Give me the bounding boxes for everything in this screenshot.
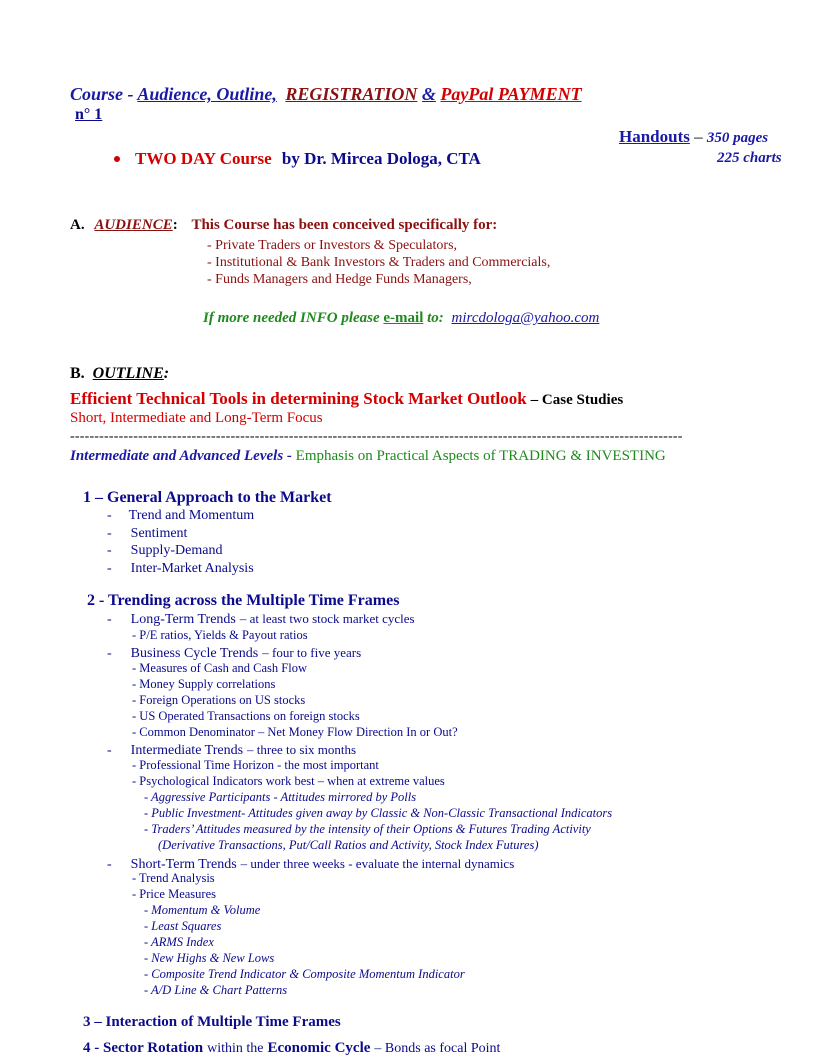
section-1-title: 1 – General Approach to the Market: [83, 489, 332, 506]
course-title: [70, 84, 582, 105]
list-item: - Supply-Demand: [107, 543, 223, 558]
sub-item: - US Operated Transactions on foreign stocks: [132, 709, 360, 723]
audience-outline-link[interactable]: Audience, Outline,: [137, 84, 277, 104]
divider: ------------------------------------------------------------------------------------------------------------------------------: [70, 429, 683, 444]
section-4-title-b: Economic Cycle: [267, 1040, 371, 1056]
course-prefix: Course -: [70, 84, 138, 104]
levels-blue: Intermediate and Advanced Levels -: [70, 448, 292, 464]
two-day-line: [135, 149, 481, 169]
italic-sub-item: - New Highs & New Lows: [144, 951, 275, 965]
outline-title-black: – Case Studies: [530, 392, 624, 408]
italic-sub-item: - Traders’ Attitudes measured by the intensity of their Options & Futures Trading Activity: [144, 822, 591, 836]
outline-subtitle: Short, Intermediate and Long-Term Focus: [70, 410, 323, 426]
long-term-line: - Long-Term Trends – at least two stock market cycles: [107, 611, 415, 627]
italic-sub-item: - Aggressive Participants - Attitudes mirrored by Polls: [144, 790, 417, 804]
list-item: - Sentiment: [107, 526, 188, 541]
registration-link[interactable]: REGISTRATION: [285, 84, 418, 104]
paypal-link[interactable]: PayPal PAYMENT: [440, 84, 582, 104]
section-3-title: 3 – Interaction of Multiple Time Frames: [83, 1014, 341, 1030]
outline-main-title: [70, 389, 623, 409]
business-line: - Business Cycle Trends – four to five years: [107, 645, 362, 661]
section-2-title: 2 - Trending across the Multiple Time Frames: [87, 592, 400, 609]
list-item: - Inter-Market Analysis: [107, 561, 254, 576]
list-item-text: Supply-Demand: [130, 543, 223, 558]
short-term-note: – under three weeks - evaluate the internal dynamics: [240, 856, 515, 871]
audience-item: - Private Traders or Investors & Speculators,: [207, 238, 458, 253]
outline-title: OUTLINE: [92, 365, 164, 382]
sub-item: - Psychological Indicators work best – when at extreme values: [132, 774, 445, 788]
list-item-text: Trend and Momentum: [128, 508, 255, 523]
italic-sub-item: - ARMS Index: [144, 935, 214, 949]
italic-sub-item: - Composite Trend Indicator & Composite Momentum Indicator: [144, 967, 465, 981]
business-note: – four to five years: [262, 645, 362, 660]
sub-item: - Professional Time Horizon - the most important: [132, 758, 379, 772]
section-4-title: [83, 1039, 500, 1057]
list-item-text: Inter-Market Analysis: [130, 561, 254, 576]
course-number: n° 1: [75, 106, 103, 123]
outline-colon: :: [163, 365, 170, 382]
sub-item: - Money Supply correlations: [132, 677, 276, 691]
amp-sign: &: [421, 84, 436, 104]
bullet-icon: [114, 156, 120, 162]
list-item-text: Sentiment: [130, 526, 188, 541]
levels-green: Emphasis on Practical Aspects of TRADING & INVESTING: [295, 448, 666, 464]
long-term-label: Long-Term Trends: [130, 612, 236, 627]
italic-sub-item: - Least Squares: [144, 919, 222, 933]
long-term-note: – at least two stock market cycles: [239, 611, 415, 626]
section-4-note: – Bonds as focal Point: [374, 1041, 501, 1056]
outline-letter: B.: [70, 365, 85, 382]
audience-intro: This Course has been conceived specifically for:: [191, 217, 498, 233]
sub-item: - Trend Analysis: [132, 871, 215, 885]
audience-title: AUDIENCE: [94, 217, 173, 233]
audience-item: - Funds Managers and Hedge Funds Managers,: [207, 272, 472, 287]
handouts-link[interactable]: Handouts: [619, 127, 690, 146]
sub-item: - Foreign Operations on US stocks: [132, 693, 306, 707]
outline-heading: [70, 365, 169, 383]
intermediate-label: Intermediate Trends: [130, 743, 244, 758]
audience-colon: :: [172, 217, 178, 233]
handouts-dash: –: [694, 127, 703, 146]
section-4-title-a: 4 - Sector Rotation: [83, 1040, 204, 1056]
intermediate-note: – three to six months: [247, 742, 357, 757]
info-text: If more needed INFO please: [203, 310, 380, 326]
handouts-pages: 350 pages: [706, 130, 769, 146]
section-4-within: within the: [207, 1041, 264, 1056]
list-item: - Trend and Momentum: [107, 508, 255, 523]
author: by Dr. Mircea Dologa, CTA: [281, 149, 481, 168]
email-address-link[interactable]: mircdologa@yahoo.com: [451, 310, 600, 326]
audience-heading: [70, 217, 497, 234]
italic-sub-item: - Momentum & Volume: [144, 903, 261, 917]
business-label: Business Cycle Trends: [130, 646, 259, 661]
intermediate-line: - Intermediate Trends – three to six months: [107, 742, 357, 758]
italic-sub-item: - Public Investment- Attitudes given away by Classic & Non-Classic Transactional Indicators: [144, 806, 613, 820]
audience-item: - Institutional & Bank Investors & Traders and Commercials,: [207, 255, 551, 270]
info-line: [203, 310, 599, 327]
two-day-label: TWO DAY Course: [135, 149, 272, 168]
email-link[interactable]: e-mail: [383, 310, 424, 326]
sub-item: - Common Denominator – Net Money Flow Direction In or Out?: [132, 725, 458, 739]
sub-item: - Price Measures: [132, 887, 216, 901]
outline-title-red: Efficient Technical Tools in determining Stock Market Outlook: [70, 389, 527, 408]
sub-item: - Measures of Cash and Cash Flow: [132, 661, 307, 675]
levels-line: [70, 448, 666, 465]
short-term-label: Short-Term Trends: [130, 857, 237, 872]
italic-sub-item: (Derivative Transactions, Put/Call Ratios and Activity, Stock Index Futures): [158, 838, 539, 852]
italic-sub-item: - A/D Line & Chart Patterns: [144, 983, 288, 997]
handouts-charts: 225 charts: [717, 150, 782, 166]
short-term-line: - Short-Term Trends – under three weeks - evaluate the internal dynamics: [107, 856, 515, 872]
to-text: to:: [427, 310, 444, 326]
sub-item: - P/E ratios, Yields & Payout ratios: [132, 628, 308, 642]
audience-letter: A.: [70, 217, 85, 233]
handouts-line: [619, 127, 768, 147]
